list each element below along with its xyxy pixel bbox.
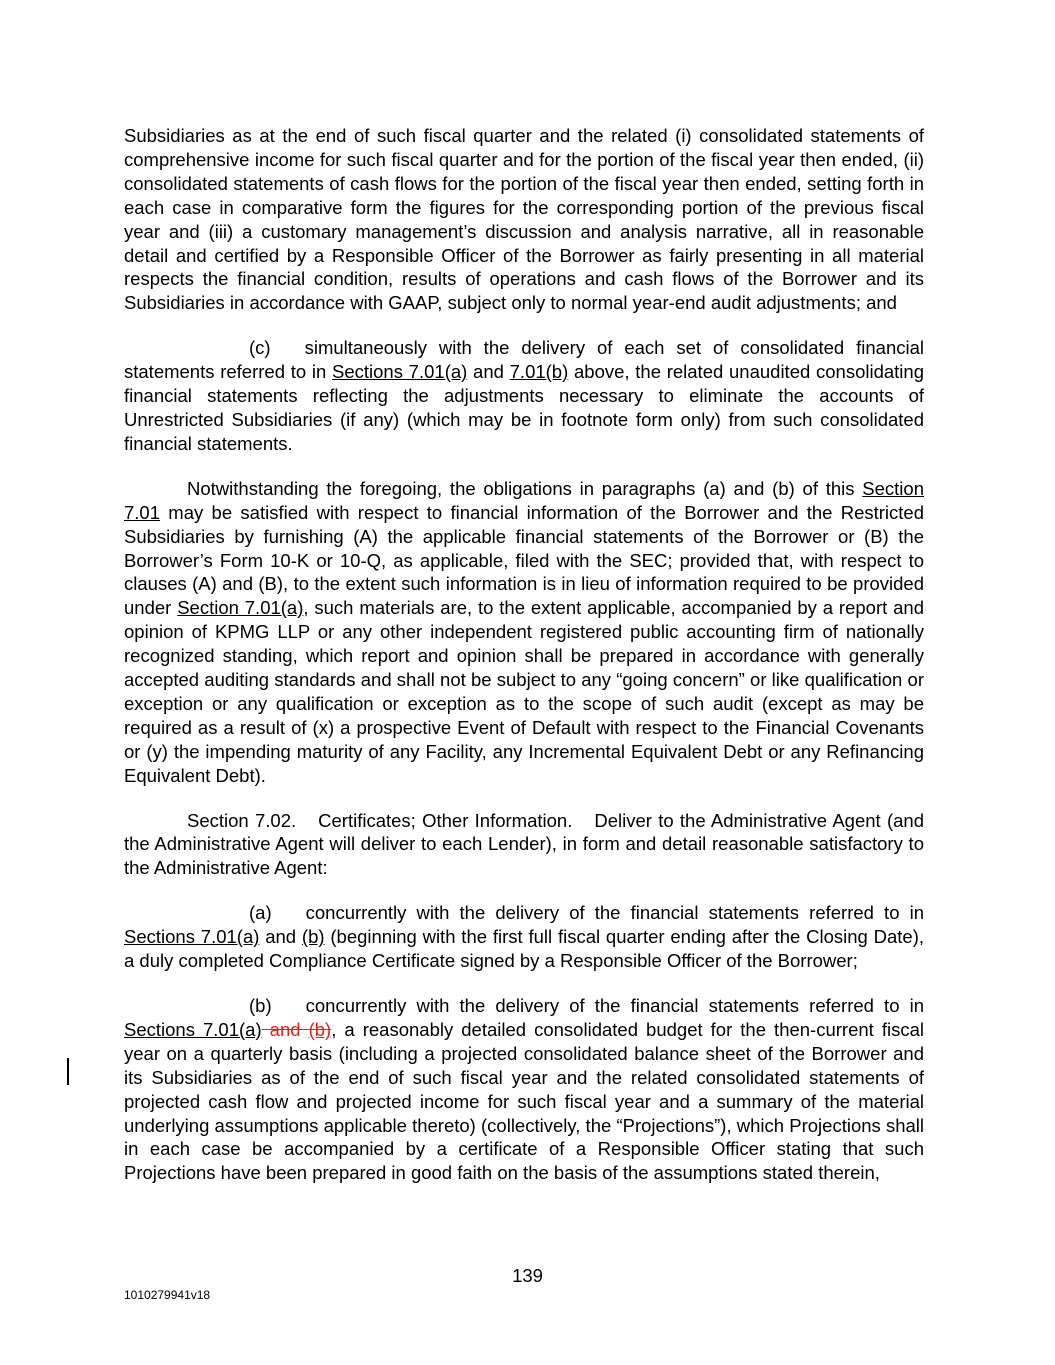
section-number: Section 7.02. [187, 809, 297, 831]
cross-reference: Sections 7.01(a) [124, 1018, 262, 1040]
paragraph-text: , a reasonably detailed consolidated budget for the then-current fiscal year on a quarterly basis (including a projected consolidated balance sheet of the Borrower and its Subsidiaries as of the end of such fiscal year and the related consolidated statements of projected cash flow and projected income for such fiscal year and a summary of the material underlying assumptions applicable thereto) (collectively, the “Projections”), which Projections shall in each case be accompanied by a certificate of a Responsible Officer stating that such Projections have been prepared in good faith on the basis of the assumptions stated therein, [124, 1018, 924, 1184]
paragraph-text: and [467, 361, 510, 383]
cross-reference: Sections 7.01(a) [124, 926, 260, 948]
revision-change-bar [67, 1058, 69, 1085]
document-id: 1010279941v18 [124, 1288, 211, 1302]
clause-label: (c) [249, 337, 271, 359]
paragraph-7-02-a [124, 901, 924, 973]
paragraph-text: and [259, 926, 302, 948]
document-body [124, 124, 924, 1206]
paragraph-continuation [124, 124, 924, 315]
paragraph-text: may be satisfied with respect to financial information of the Borrower and the Restricted Subsidiaries by furnishing (A) the applicable financial statements of the Borrower or (B) the Borrower’s Form 10-K or 10-Q, as applicable, filed with the SEC; provided that, with respect to clauses (A) and (B), to the extent such information is in lieu of information required to be provided under [124, 501, 924, 619]
paragraph-7-02-b [124, 994, 924, 1185]
clause-label: (b) [249, 995, 272, 1016]
cross-reference: Section 7.01 [124, 477, 924, 523]
paragraph-text: concurrently with the delivery of the financial statements referred to in [305, 902, 924, 924]
cross-reference: (b) [301, 926, 325, 948]
paragraph-text: concurrently with the delivery of the financial statements referred to in [305, 995, 924, 1016]
paragraph-text: simultaneously with the delivery of each set of consolidated financial statements referred to in [124, 337, 924, 383]
tracked-deletion: (b) [308, 1018, 332, 1040]
paragraph-text: Deliver to the Administrative Agent (and the Administrative Agent will deliver to each Lender), in form and detail reasonable satisfactory to the Administrative Agent: [124, 809, 924, 879]
cross-reference: Sections 7.01(a) [332, 361, 468, 383]
cross-reference: 7.01(b) [509, 361, 569, 383]
section-7-02-heading [124, 809, 924, 881]
page-number: 139 [512, 1265, 543, 1286]
paragraph-text: above, the related unaudited consolidating financial statements reflecting the adjustments necessary to eliminate the accounts of Unrestricted Subsidiaries (if any) (which may be in footnote form only) from such consolidated financial statements. [124, 361, 924, 454]
paragraph-text: , such materials are, to the extent applicable, accompanied by a report and opinion of KPMG LLP or any other independent registered public accounting firm of nationally recognized standing, which report and opinion shall be prepared in accordance with generally accepted auditing standards and shall not be subject to any “going concern” or like qualification or exception or any qualification or exception as to the scope of such audit (except as may be required as a result of (x) a prospective Event of Default with respect to the Financial Covenants or (y) the impending maturity of any Facility, any Incremental Equivalent Debt or any Refinancing Equivalent Debt). [124, 597, 924, 786]
cross-reference: Section 7.01(a) [177, 597, 304, 619]
paragraph-text: Subsidiaries as at the end of such fiscal quarter and the related (i) consolidated statements of comprehensive income for such fiscal quarter and for the portion of the fiscal year then ended, (ii) consolidated statements of cash flows for the portion of the fiscal year then ended, setting forth in each case in comparative form the figures for the corresponding portion of the previous fiscal year and (iii) a customary management’s discussion and analysis narrative, all in reasonable detail and certified by a Responsible Officer of the Borrower as fairly presenting in all material respects the financial condition, results of operations and cash flows of the Borrower and its Subsidiaries in accordance with GAAP, subject only to normal year-end audit adjustments; and [124, 125, 924, 314]
paragraph-notwithstanding [124, 477, 924, 788]
paragraph-7-01-c [124, 336, 924, 456]
clause-label: (a) [249, 902, 272, 924]
paragraph-text: (beginning with the first full fiscal quarter ending after the Closing Date), a duly completed Compliance Certificate signed by a Responsible Officer of the Borrower; [124, 926, 924, 972]
tracked-deletion: and [261, 1018, 309, 1040]
section-title: Certificates; Other Information. [318, 809, 573, 831]
paragraph-text: Notwithstanding the foregoing, the obligations in paragraphs (a) and (b) of this [187, 477, 863, 499]
